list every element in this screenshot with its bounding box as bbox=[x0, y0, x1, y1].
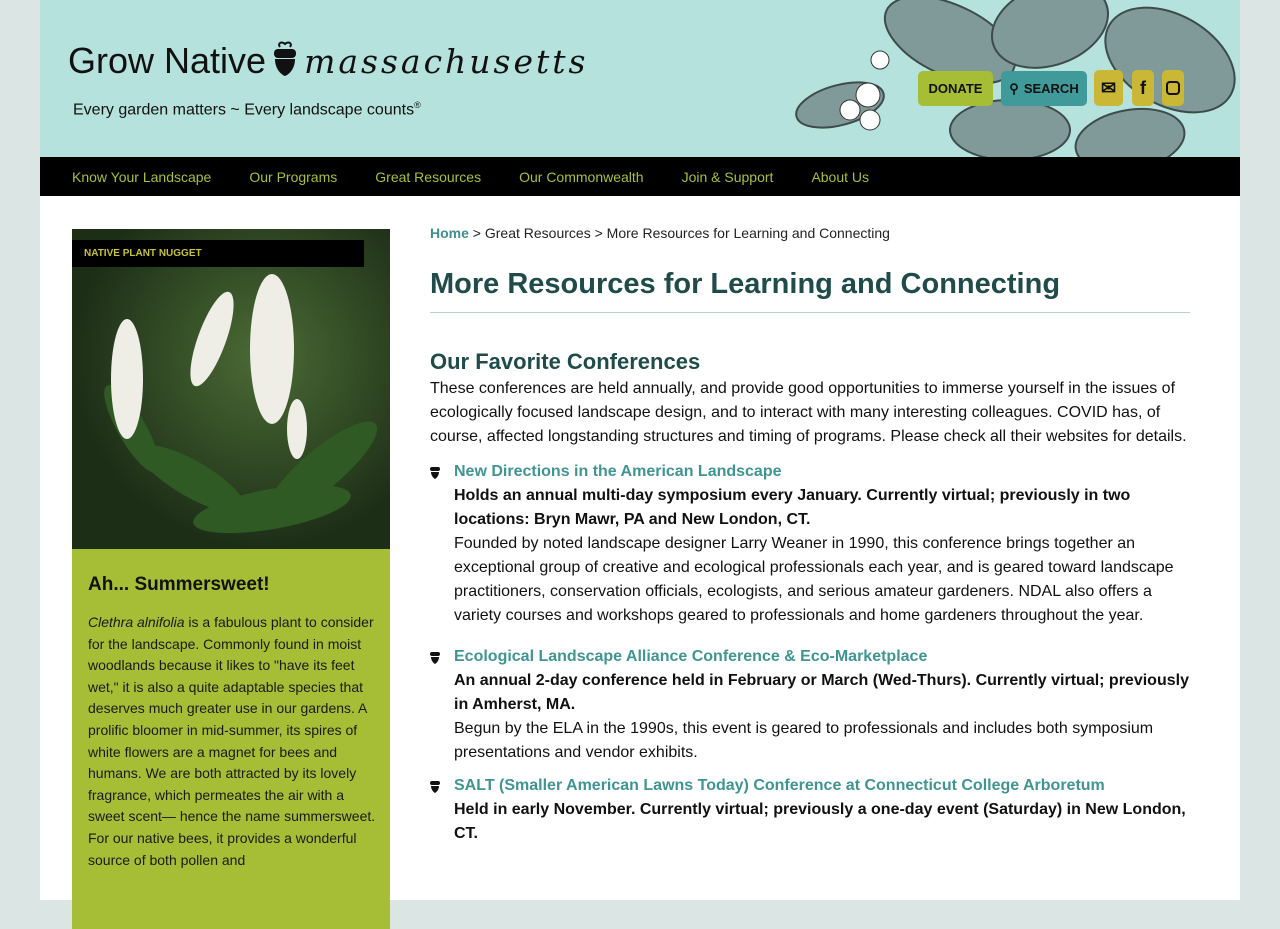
summersweet-photo bbox=[72, 229, 390, 549]
main-nav bbox=[40, 157, 1240, 196]
conference-description: Founded by noted landscape designer Larry Weaner in 1990, this conference brings together an exceptional group of creative and ecological professionals each year, and is geared toward landscape practitioners, conservation officials, ecologists, and serious amateur gardeners. NDAL also offers a variety courses and workshops geared to professionals and home gardeners throughout the year. bbox=[454, 535, 1174, 624]
donate-button[interactable]: DONATE bbox=[918, 71, 993, 106]
acorn-bullet-icon bbox=[430, 780, 440, 793]
conference-link[interactable]: Ecological Landscape Alliance Conference & Eco-Marketplace bbox=[454, 648, 928, 665]
conference-summary: Holds an annual multi-day symposium every January. Currently virtual; previously in two locations: Bryn Mawr, PA and New London, CT. bbox=[454, 487, 1131, 528]
nav-our-commonwealth[interactable]: Our Commonwealth bbox=[519, 168, 644, 185]
acorn-bullet-icon bbox=[430, 651, 440, 664]
main-content bbox=[430, 225, 1190, 846]
conference-item bbox=[430, 645, 1190, 765]
email-icon[interactable]: ✉ bbox=[1094, 70, 1123, 106]
nav-our-programs[interactable]: Our Programs bbox=[249, 168, 338, 185]
breadcrumb-parent[interactable]: Great Resources bbox=[484, 225, 591, 241]
nav-join-support[interactable]: Join & Support bbox=[681, 168, 774, 185]
search-icon: ⚲ bbox=[1009, 80, 1019, 96]
nav-great-resources[interactable]: Great Resources bbox=[375, 168, 482, 185]
facebook-icon[interactable]: f bbox=[1132, 70, 1154, 106]
tagline: Every garden matters ~ Every landscape counts® bbox=[73, 100, 421, 119]
search-button[interactable]: ⚲ SEARCH bbox=[1001, 71, 1087, 106]
page-title: More Resources for Learning and Connecting bbox=[430, 268, 1190, 313]
acorn-icon bbox=[272, 41, 298, 77]
instagram-icon[interactable] bbox=[1162, 70, 1184, 106]
site-header bbox=[40, 0, 1240, 157]
conference-description: Begun by the ELA in the 1990s, this event is geared to professionals and includes both symposium presentations and vendor exhibits. bbox=[454, 720, 1154, 761]
conference-list bbox=[430, 460, 1190, 846]
conference-item bbox=[430, 774, 1190, 846]
nugget-text: Clethra alnifolia is a fabulous plant to consider for the landscape. Commonly found in moist woodlands because it likes to "have its feet wet," it is also a quite adaptable species that deserves much greater use in our gardens. A prolific bloomer in mid-summer, its spires of white flowers are a magnet for bees and humans. We are both attracted by its lovely fragrance, which permeates the air with a sweet scent— hence the name summersweet. For our native bees, it provides a wonderful source of both pollen and bbox=[88, 614, 376, 868]
section-intro: These conferences are held annually, and provide good opportunities to immerse yourself in the issues of ecologically focused landscape design, and to interact with many interesting colleagues. COVID has, of course, affected longstanding structures and timing of programs. Please check all their websites for details. bbox=[430, 380, 1187, 445]
section-title: Our Favorite Conferences bbox=[430, 349, 701, 374]
conference-summary: An annual 2-day conference held in February or March (Wed-Thurs). Currently virtual; previously in Amherst, MA. bbox=[454, 672, 1189, 713]
acorn-bullet-icon bbox=[430, 466, 440, 479]
conference-link[interactable]: SALT (Smaller American Lawns Today) Conference at Connecticut College Arboretum bbox=[454, 777, 1105, 794]
conference-item bbox=[430, 460, 1190, 628]
nugget-badge: NATIVE PLANT NUGGET bbox=[72, 240, 364, 267]
nav-know-your-landscape[interactable]: Know Your Landscape bbox=[72, 168, 212, 185]
breadcrumb: Home > Great Resources > More Resources for Learning and Connecting bbox=[430, 225, 890, 241]
conference-link[interactable]: New Directions in the American Landscape bbox=[454, 463, 782, 480]
logo-state: massachusetts bbox=[304, 42, 589, 81]
nugget-title: Ah... Summersweet! bbox=[88, 574, 270, 595]
page bbox=[40, 0, 1240, 900]
plant-nugget-sidebar bbox=[72, 229, 390, 929]
breadcrumb-home[interactable]: Home bbox=[430, 225, 469, 241]
nav-about-us[interactable]: About Us bbox=[811, 168, 870, 185]
site-logo[interactable] bbox=[68, 40, 588, 82]
breadcrumb-current: More Resources for Learning and Connecting bbox=[606, 225, 890, 241]
flower-illustration bbox=[72, 229, 390, 549]
conference-summary: Held in early November. Currently virtual; previously a one-day event (Saturday) in New London, CT. bbox=[454, 801, 1186, 842]
logo-text: Grow Native bbox=[68, 40, 267, 81]
